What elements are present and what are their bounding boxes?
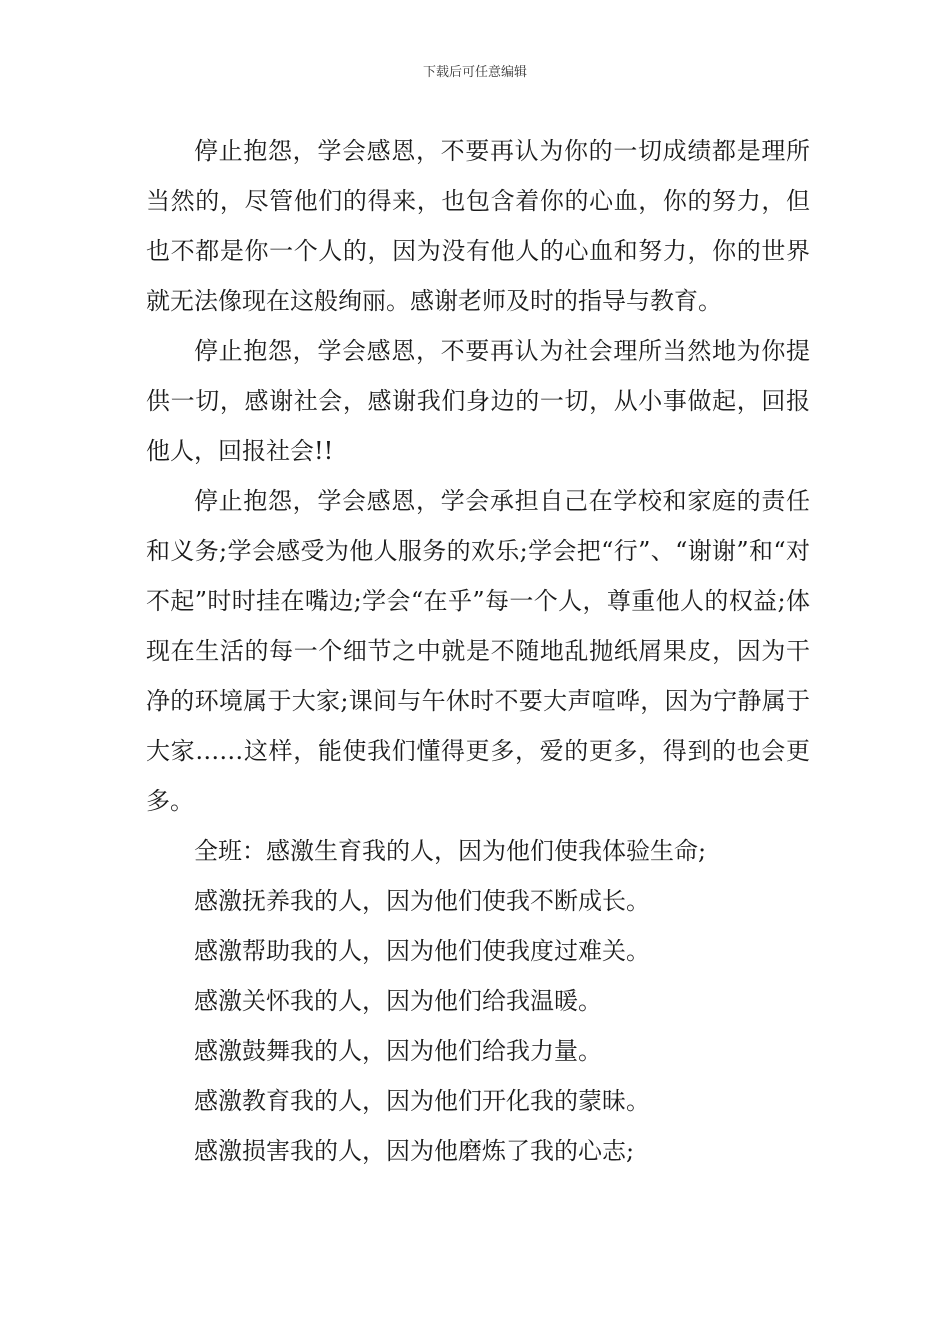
document-body <box>146 126 810 1176</box>
gratitude-line-1: 全班：感激生育我的人，因为他们使我体验生命; <box>194 837 707 865</box>
page-header: 下载后可任意编辑 <box>422 65 527 80</box>
paragraph-3: 停止抱怨，学会感恩，学会承担自己在学校和家庭的责任和义务;学会感受为他人服务的欢乐;学会把“行”、“谢谢”和“对不起”时时挂在嘴边;学会“在乎”每一个人，尊重他人的权益;体现在生活的每一个细节之中就是不随地乱抛纸屑果皮，因为干净的环境属于大家;课间与午休时不要大声喧哗，因为宁静属于大家……这样，能使我们懂得更多，爱的更多，得到的也会更多。 <box>146 487 810 815</box>
gratitude-line-6: 感激教育我的人，因为他们开化我的蒙昧。 <box>194 1087 650 1115</box>
gratitude-line-4: 感激关怀我的人，因为他们给我温暖。 <box>194 987 602 1015</box>
paragraph-2: 停止抱怨，学会感恩，不要再认为社会理所当然地为你提供一切，感谢社会，感谢我们身边的一切，从小事做起，回报他人，回报社会!! <box>146 337 810 465</box>
gratitude-line-5: 感激鼓舞我的人，因为他们给我力量。 <box>194 1037 602 1065</box>
paragraph-1: 停止抱怨，学会感恩，不要再认为你的一切成绩都是理所当然的，尽管他们的得来，也包含着你的心血，你的努力，但也不都是你一个人的，因为没有他人的心血和努力，你的世界就无法像现在这般绚丽。感谢老师及时的指导与教育。 <box>146 137 810 315</box>
gratitude-line-2: 感激抚养我的人，因为他们使我不断成长。 <box>194 887 650 915</box>
gratitude-line-3: 感激帮助我的人，因为他们使我度过难关。 <box>194 937 650 965</box>
gratitude-line-7: 感激损害我的人，因为他磨炼了我的心志; <box>194 1137 635 1165</box>
